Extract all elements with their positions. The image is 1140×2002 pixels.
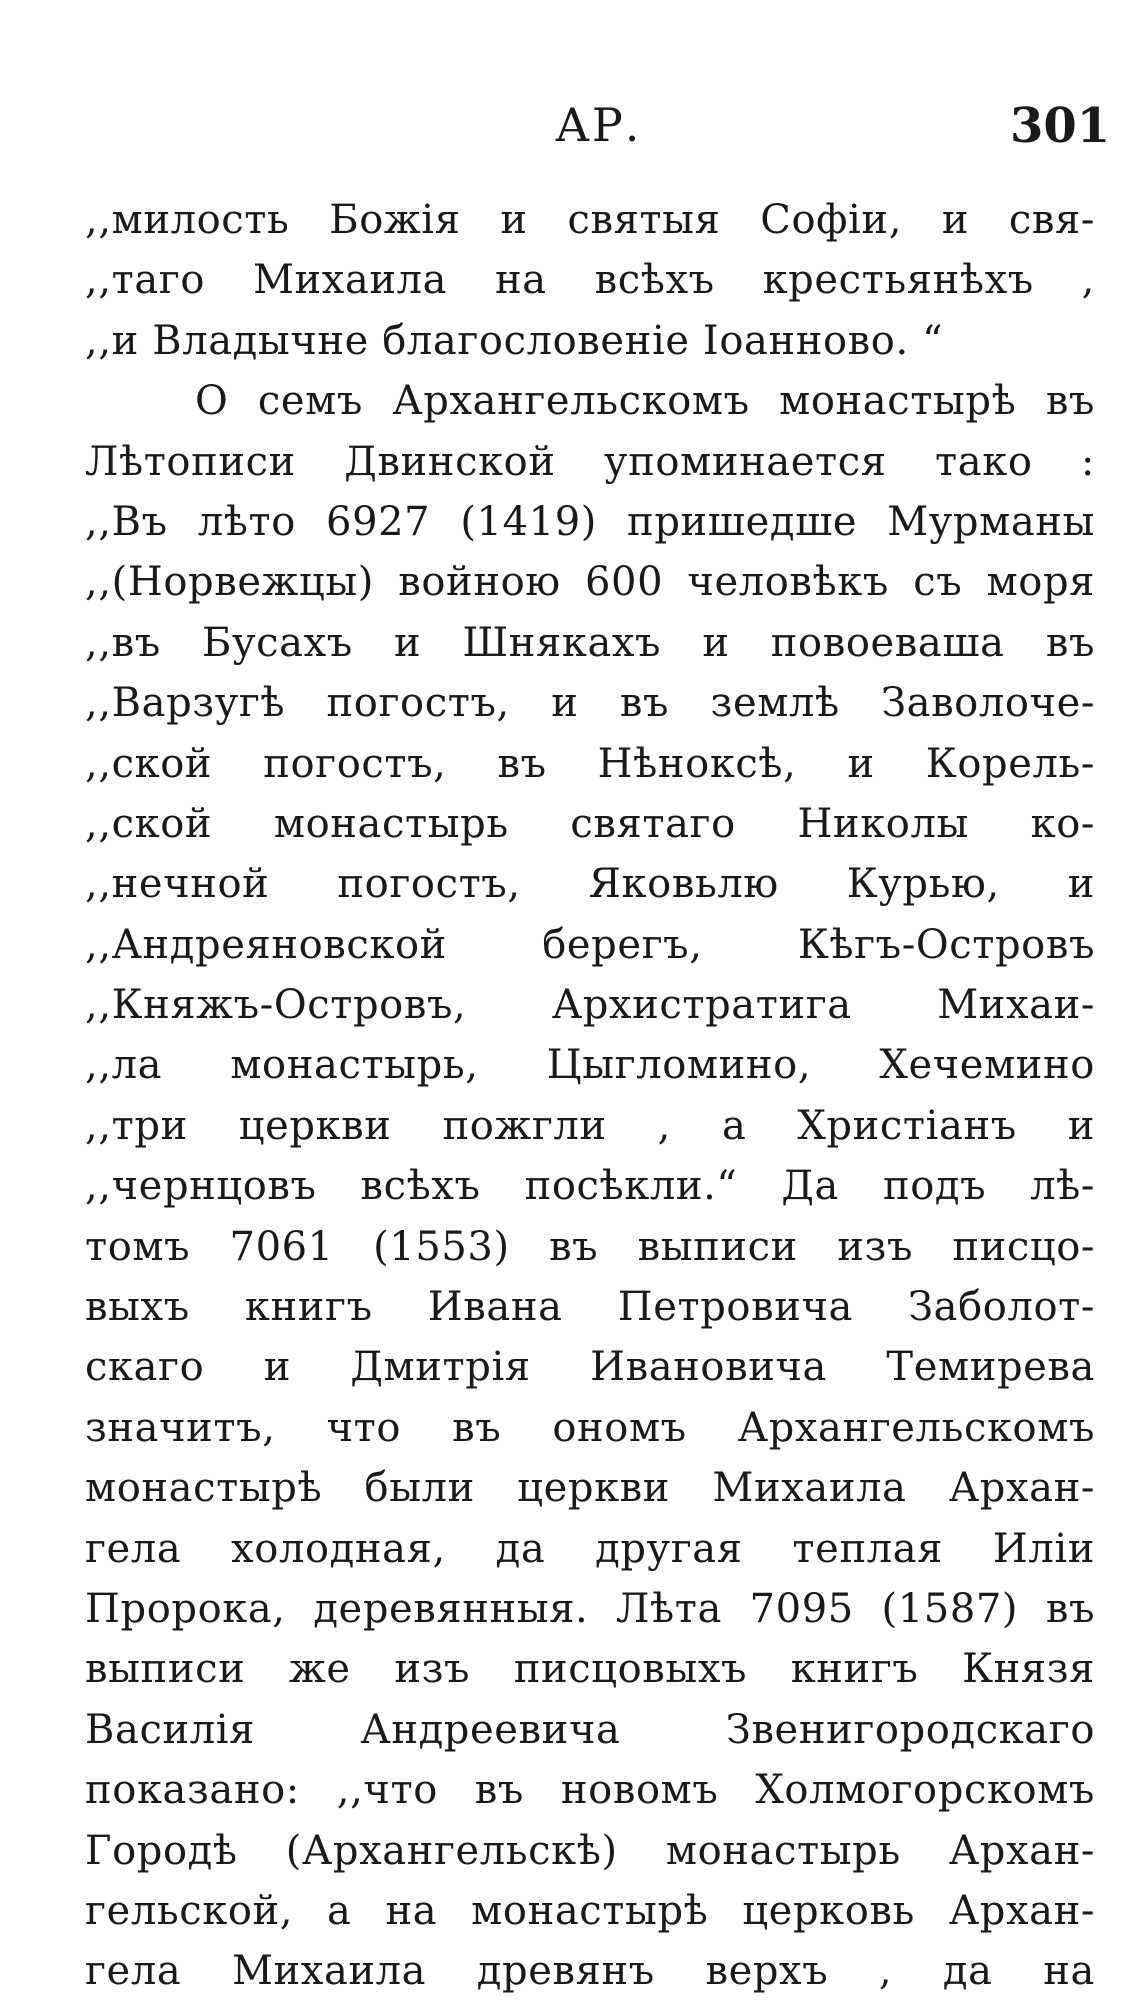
- text-line: ,,Княжъ-Островъ, Архистратига Михаи-: [85, 982, 1095, 1029]
- text-line: Лѣтописи Двинской упоминается тако :: [85, 438, 1095, 485]
- body-text: [85, 190, 1095, 2002]
- text-line: ,,(Норвежцы) войною 600 человѣкъ съ моря: [85, 559, 1095, 606]
- page-header: [0, 88, 1140, 158]
- text-line: ,,въ Бусахъ и Шнякахъ и повоеваша въ: [85, 619, 1095, 666]
- text-line: ,,Въ лѣто 6927 (1419) пришедше Мурманы: [85, 498, 1095, 545]
- text-line: гельской, а на монастырѣ церковь Архан-: [85, 1887, 1095, 1934]
- text-line: выхъ книгъ Ивана Петровича Заболот-: [85, 1284, 1095, 1331]
- text-line: выписи же изъ писцовыхъ книгъ Князя: [85, 1646, 1095, 1693]
- text-line: ,,таго Михаила на всѣхъ крестьянѣхъ ,: [85, 257, 1095, 304]
- text-line: Василія Андреевича Звенигородскаго: [85, 1706, 1095, 1753]
- text-line: томъ 7061 (1553) въ выписи изъ писцо-: [85, 1223, 1095, 1270]
- text-line: ,,чернцовъ всѣхъ посѣкли.“ Да подъ лѣ-: [85, 1163, 1095, 1210]
- text-line: ,,ской погостъ, въ Нѣноксѣ, и Корель-: [85, 740, 1095, 787]
- text-line: ,,три церкви пожгли , а Христіанъ и: [85, 1102, 1095, 1149]
- page-number: 301: [1010, 98, 1111, 154]
- text-line: ,,и Владычне благословеніе Іоанново. “: [85, 317, 944, 364]
- text-line: значитъ, что въ ономъ Архангельскомъ: [85, 1404, 1095, 1451]
- running-head: АР.: [555, 98, 642, 152]
- text-line: гела Михаила древянъ верхъ , да на: [85, 1948, 1095, 1995]
- text-line: показано: ,,что въ новомъ Холмогорскомъ: [85, 1767, 1095, 1814]
- text-line: скаго и Дмитрія Ивановича Темирева: [85, 1344, 1095, 1391]
- text-line: гела холодная, да другая теплая Иліи: [85, 1525, 1095, 1572]
- text-line: монастырѣ были церкви Михаила Архан-: [85, 1465, 1095, 1512]
- text-line: ,,милость Божія и святыя Софіи, и свя-: [85, 197, 1095, 243]
- text-line: ,,нечной погостъ, Яковьлю Курью, и: [85, 861, 1095, 908]
- text-line: ,,Андреяновской берегъ, Кѣгъ-Островъ: [85, 921, 1095, 968]
- text-line: Городѣ (Архангельскѣ) монастырь Архан-: [85, 1827, 1095, 1874]
- text-line: ,,Варзугѣ погостъ, и въ землѣ Заволоче-: [85, 680, 1095, 727]
- text-line: ,,ской монастырь святаго Николы ко-: [85, 800, 1095, 847]
- text-line: ,,ла монастырь, Цыгломино, Хечемино: [85, 1042, 1095, 1089]
- paragraph-first-line: О семъ Архангельскомъ монастырѣ въ: [195, 378, 1095, 425]
- text-line: Пророка, деревянныя. Лѣта 7095 (1587) въ: [85, 1585, 1095, 1632]
